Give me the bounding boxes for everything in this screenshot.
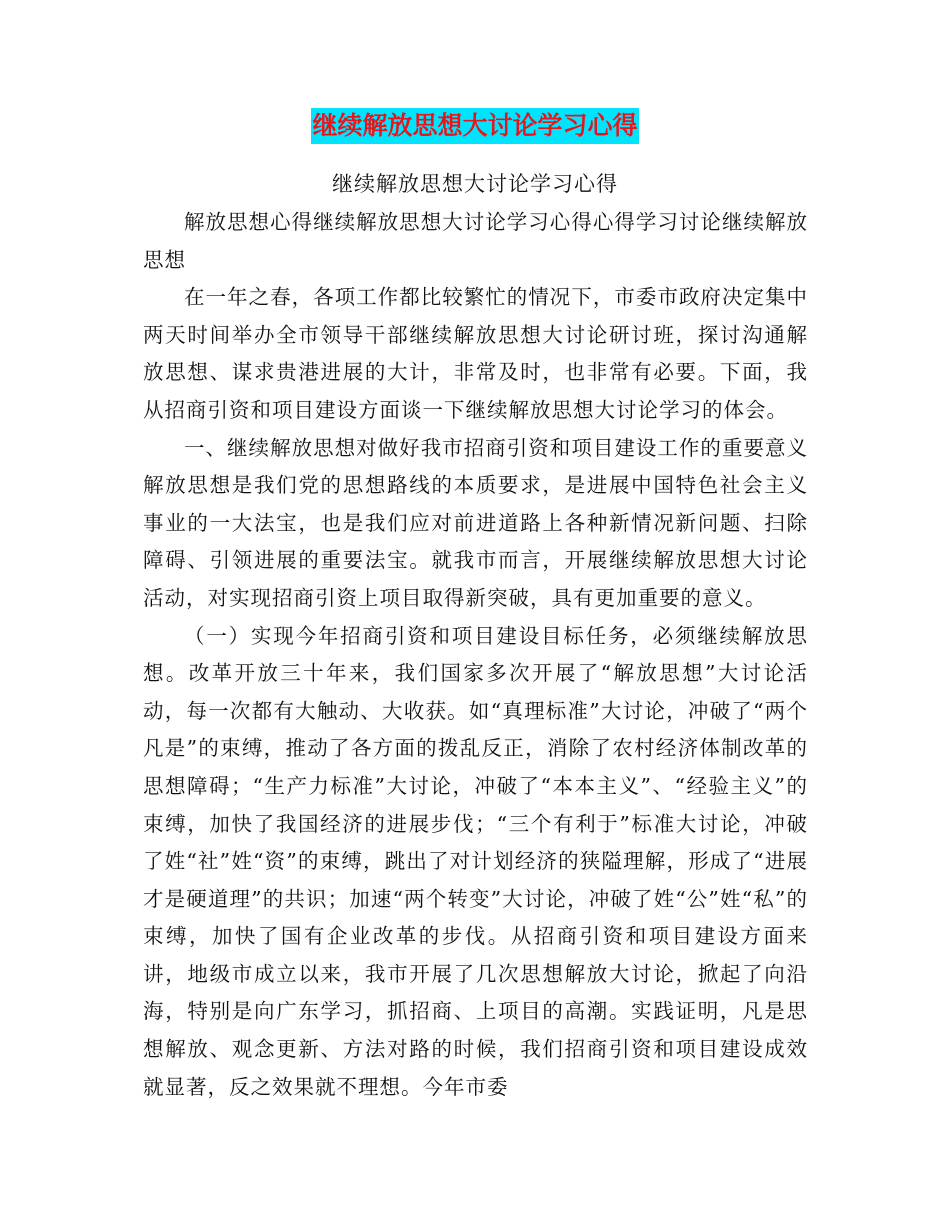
paragraph-section-one: 一、继续解放思想对做好我市招商引资和项目建设工作的重要意义解放思想是我们党的思想路线的本质要求，是进展中国特色社会主义事业的一大法宝，也是我们应对前进道路上各种新情况新问题、扫除障碍、引领进展的重要法宝。就我市而言，开展继续解放思想大讨论活动，对实现招商引资上项目取得新突破，具有更加重要的意义。	[143, 435, 808, 610]
title-block	[0, 108, 950, 144]
document-subtitle: 继续解放思想大讨论学习心得	[332, 172, 618, 196]
document-title: 继续解放思想大讨论学习心得	[311, 108, 638, 144]
paragraph-subsection-one: （一）实现今年招商引资和项目建设目标任务，必须继续解放思想。改革开放三十年来，我们国家多次开展了“解放思想”大讨论活动，每一次都有大触动、大收获。如“真理标准”大讨论，冲破了“两个凡是”的束缚，推动了各方面的拨乱反正，消除了农村经济体制改革的思想障碍；“生产力标准”大讨论，冲破了“本本主义”、“经验主义”的束缚，加快了我国经济的进展步伐；“三个有利于”标准大讨论，冲破了姓“社”姓“资”的束缚，跳出了对计划经济的狭隘理解，形成了“进展才是硬道理”的共识；加速“两个转变”大讨论，冲破了姓“公”姓“私”的束缚，加快了国有企业改革的步伐。从招商引资和项目建设方面来讲，地级市成立以来，我市开展了几次思想解放大讨论，掀起了向沿海，特别是向广东学习，抓招商、上项目的高潮。实践证明，凡是思想解放、观念更新、方法对路的时候，我们招商引资和项目建设成效就显著，反之效果就不理想。今年市委	[143, 623, 808, 1099]
document-body	[143, 204, 808, 1106]
paragraph-keywords: 解放思想心得继续解放思想大讨论学习心得心得学习讨论继续解放思想	[143, 210, 808, 272]
paragraph-intro: 在一年之春，各项工作都比较繁忙的情况下，市委市政府决定集中两天时间举办全市领导干部继续解放思想大讨论研讨班，探讨沟通解放思想、谋求贵港进展的大计，非常及时，也非常有必要。下面，我从招商引资和项目建设方面谈一下继续解放思想大讨论学习的体会。	[143, 285, 808, 422]
